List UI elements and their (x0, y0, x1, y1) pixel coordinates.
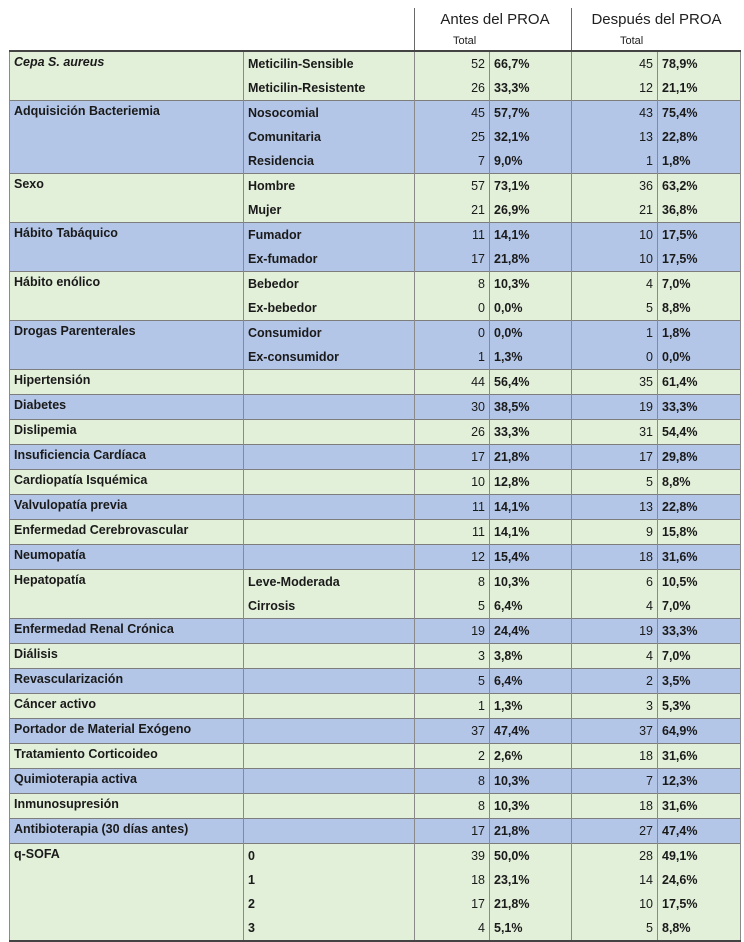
after-percent: 17,5% (658, 223, 741, 248)
after-percent: 1,8% (658, 321, 741, 346)
before-count: 25 (415, 125, 490, 149)
table-row (10, 916, 741, 941)
row-subcategory: Hombre (244, 174, 415, 199)
row-subcategory: Cirrosis (244, 594, 415, 619)
row-category: Portador de Material Exógeno (10, 719, 244, 744)
table-row (10, 198, 741, 223)
after-count: 18 (572, 744, 658, 769)
row-subcategory (244, 395, 415, 420)
after-percent: 49,1% (658, 844, 741, 869)
before-count: 44 (415, 370, 490, 395)
after-count: 7 (572, 769, 658, 794)
before-percent: 14,1% (490, 520, 572, 545)
table-row (10, 819, 741, 844)
table-row (10, 694, 741, 719)
row-subcategory: Leve-Moderada (244, 570, 415, 595)
before-count: 5 (415, 669, 490, 694)
table-row (10, 545, 741, 570)
before-count: 0 (415, 296, 490, 321)
row-category (10, 149, 244, 174)
row-category (10, 594, 244, 619)
table-row (10, 370, 741, 395)
before-count: 1 (415, 345, 490, 370)
after-percent: 17,5% (658, 247, 741, 272)
table-row (10, 769, 741, 794)
row-subcategory: 0 (244, 844, 415, 869)
row-subcategory (244, 744, 415, 769)
row-category: Cardiopatía Isquémica (10, 470, 244, 495)
row-subcategory: Bebedor (244, 272, 415, 297)
before-percent: 33,3% (490, 76, 572, 101)
table-row (10, 296, 741, 321)
before-count: 8 (415, 769, 490, 794)
before-percent: 50,0% (490, 844, 572, 869)
table-row (10, 470, 741, 495)
before-percent: 21,8% (490, 247, 572, 272)
table-row (10, 420, 741, 445)
table-row (10, 719, 741, 744)
before-percent: 66,7% (490, 51, 572, 76)
after-percent: 33,3% (658, 395, 741, 420)
before-count: 8 (415, 272, 490, 297)
row-subcategory: Nosocomial (244, 101, 415, 126)
before-percent: 9,0% (490, 149, 572, 174)
after-count: 10 (572, 223, 658, 248)
row-category: Inmunosupresión (10, 794, 244, 819)
row-category: Diabetes (10, 395, 244, 420)
table-row (10, 619, 741, 644)
table-row (10, 794, 741, 819)
before-count: 0 (415, 321, 490, 346)
before-percent: 14,1% (490, 223, 572, 248)
row-category: Neumopatía (10, 545, 244, 570)
table-row (10, 223, 741, 248)
after-percent: 54,4% (658, 420, 741, 445)
row-subcategory: Ex-bebedor (244, 296, 415, 321)
after-count: 5 (572, 296, 658, 321)
after-count: 1 (572, 321, 658, 346)
table-row (10, 644, 741, 669)
after-total-label: Total (620, 35, 644, 47)
row-category (10, 198, 244, 223)
row-subcategory: Mujer (244, 198, 415, 223)
before-percent: 32,1% (490, 125, 572, 149)
row-category: Quimioterapia activa (10, 769, 244, 794)
table-row (10, 744, 741, 769)
after-percent: 61,4% (658, 370, 741, 395)
table-row (10, 272, 741, 297)
row-subcategory: 3 (244, 916, 415, 941)
after-percent: 0,0% (658, 345, 741, 370)
table-row (10, 125, 741, 149)
patient-characteristics-table (9, 50, 741, 942)
after-percent: 47,4% (658, 819, 741, 844)
after-count: 45 (572, 51, 658, 76)
before-percent: 10,3% (490, 769, 572, 794)
row-category: Antibioterapia (30 días antes) (10, 819, 244, 844)
before-count: 52 (415, 51, 490, 76)
table-row (10, 247, 741, 272)
after-percent: 12,3% (658, 769, 741, 794)
after-count: 9 (572, 520, 658, 545)
row-subcategory: Comunitaria (244, 125, 415, 149)
before-percent: 57,7% (490, 101, 572, 126)
before-percent: 38,5% (490, 395, 572, 420)
after-percent: 3,5% (658, 669, 741, 694)
after-percent: 75,4% (658, 101, 741, 126)
before-count: 39 (415, 844, 490, 869)
table-row (10, 594, 741, 619)
before-count: 26 (415, 420, 490, 445)
table-row (10, 892, 741, 916)
row-subcategory: 2 (244, 892, 415, 916)
data-table-wrapper (9, 8, 740, 942)
before-percent: 47,4% (490, 719, 572, 744)
before-total-label: Total (453, 35, 477, 47)
before-percent: 26,9% (490, 198, 572, 223)
before-count: 10 (415, 470, 490, 495)
row-subcategory: Fumador (244, 223, 415, 248)
after-count: 36 (572, 174, 658, 199)
row-category (10, 247, 244, 272)
before-percent: 56,4% (490, 370, 572, 395)
after-percent: 78,9% (658, 51, 741, 76)
after-percent: 36,8% (658, 198, 741, 223)
row-category: Valvulopatía previa (10, 495, 244, 520)
row-category: Hepatopatía (10, 570, 244, 595)
row-subcategory (244, 669, 415, 694)
after-percent: 15,8% (658, 520, 741, 545)
before-count: 17 (415, 445, 490, 470)
after-percent: 7,0% (658, 644, 741, 669)
table-row (10, 520, 741, 545)
row-subcategory: Meticilin-Sensible (244, 51, 415, 76)
after-count: 4 (572, 272, 658, 297)
row-subcategory (244, 370, 415, 395)
row-category: Diálisis (10, 644, 244, 669)
before-percent: 33,3% (490, 420, 572, 445)
row-subcategory: Ex-consumidor (244, 345, 415, 370)
before-count: 7 (415, 149, 490, 174)
before-count: 8 (415, 794, 490, 819)
after-count: 1 (572, 149, 658, 174)
before-count: 17 (415, 247, 490, 272)
after-count: 4 (572, 644, 658, 669)
before-count: 8 (415, 570, 490, 595)
row-category: Enfermedad Cerebrovascular (10, 520, 244, 545)
after-count: 17 (572, 445, 658, 470)
row-category: Hábito enólico (10, 272, 244, 297)
after-percent: 22,8% (658, 495, 741, 520)
row-category: Cáncer activo (10, 694, 244, 719)
before-percent: 5,1% (490, 916, 572, 941)
before-count: 57 (415, 174, 490, 199)
after-count: 14 (572, 868, 658, 892)
row-subcategory (244, 445, 415, 470)
row-subcategory (244, 420, 415, 445)
before-percent: 12,8% (490, 470, 572, 495)
after-percent: 21,1% (658, 76, 741, 101)
before-percent: 3,8% (490, 644, 572, 669)
table-row (10, 868, 741, 892)
after-count: 35 (572, 370, 658, 395)
before-count: 5 (415, 594, 490, 619)
before-percent: 0,0% (490, 321, 572, 346)
after-percent: 29,8% (658, 445, 741, 470)
after-count: 3 (572, 694, 658, 719)
after-percent: 24,6% (658, 868, 741, 892)
table-row (10, 669, 741, 694)
before-count: 30 (415, 395, 490, 420)
before-count: 21 (415, 198, 490, 223)
after-count: 18 (572, 545, 658, 570)
after-percent: 8,8% (658, 296, 741, 321)
before-percent: 6,4% (490, 669, 572, 694)
after-percent: 7,0% (658, 272, 741, 297)
before-proa-title: Antes del PROA (440, 11, 550, 28)
after-proa-header (571, 8, 741, 50)
row-subcategory (244, 520, 415, 545)
before-proa-header (414, 8, 575, 50)
row-subcategory: Meticilin-Resistente (244, 76, 415, 101)
row-category: Hipertensión (10, 370, 244, 395)
after-count: 6 (572, 570, 658, 595)
row-category (10, 916, 244, 941)
before-count: 18 (415, 868, 490, 892)
before-percent: 73,1% (490, 174, 572, 199)
row-subcategory: Consumidor (244, 321, 415, 346)
after-count: 37 (572, 719, 658, 744)
after-count: 10 (572, 892, 658, 916)
after-percent: 1,8% (658, 149, 741, 174)
before-percent: 6,4% (490, 594, 572, 619)
before-percent: 15,4% (490, 545, 572, 570)
row-category: Revascularización (10, 669, 244, 694)
before-percent: 10,3% (490, 570, 572, 595)
table-row (10, 395, 741, 420)
after-count: 5 (572, 916, 658, 941)
before-count: 19 (415, 619, 490, 644)
row-category: Cepa S. aureus (10, 51, 244, 76)
row-category: Enfermedad Renal Crónica (10, 619, 244, 644)
after-percent: 63,2% (658, 174, 741, 199)
row-category: q-SOFA (10, 844, 244, 869)
before-count: 1 (415, 694, 490, 719)
before-count: 11 (415, 223, 490, 248)
before-percent: 2,6% (490, 744, 572, 769)
row-subcategory: 1 (244, 868, 415, 892)
table-row (10, 76, 741, 101)
before-count: 17 (415, 819, 490, 844)
after-count: 13 (572, 125, 658, 149)
after-percent: 7,0% (658, 594, 741, 619)
before-percent: 21,8% (490, 445, 572, 470)
table-row (10, 149, 741, 174)
after-count: 13 (572, 495, 658, 520)
after-percent: 17,5% (658, 892, 741, 916)
after-percent: 10,5% (658, 570, 741, 595)
before-percent: 23,1% (490, 868, 572, 892)
after-count: 0 (572, 345, 658, 370)
row-category: Hábito Tabáquico (10, 223, 244, 248)
before-count: 3 (415, 644, 490, 669)
table-row (10, 174, 741, 199)
row-category (10, 345, 244, 370)
before-count: 2 (415, 744, 490, 769)
before-percent: 14,1% (490, 495, 572, 520)
row-category (10, 296, 244, 321)
after-percent: 8,8% (658, 470, 741, 495)
before-count: 17 (415, 892, 490, 916)
before-percent: 21,8% (490, 819, 572, 844)
after-count: 28 (572, 844, 658, 869)
row-subcategory (244, 545, 415, 570)
row-category (10, 125, 244, 149)
row-category: Dislipemia (10, 420, 244, 445)
after-count: 10 (572, 247, 658, 272)
row-subcategory (244, 470, 415, 495)
row-subcategory (244, 495, 415, 520)
after-percent: 64,9% (658, 719, 741, 744)
row-category: Tratamiento Corticoideo (10, 744, 244, 769)
before-percent: 24,4% (490, 619, 572, 644)
table-row (10, 321, 741, 346)
table-row (10, 101, 741, 126)
after-percent: 22,8% (658, 125, 741, 149)
row-subcategory (244, 719, 415, 744)
table-header (9, 8, 740, 50)
table-row (10, 345, 741, 370)
before-percent: 21,8% (490, 892, 572, 916)
before-percent: 10,3% (490, 794, 572, 819)
row-category (10, 76, 244, 101)
row-category: Drogas Parenterales (10, 321, 244, 346)
row-subcategory (244, 769, 415, 794)
before-count: 11 (415, 495, 490, 520)
before-count: 12 (415, 545, 490, 570)
row-category (10, 892, 244, 916)
row-subcategory: Ex-fumador (244, 247, 415, 272)
after-percent: 31,6% (658, 545, 741, 570)
after-proa-title: Después del PROA (591, 11, 722, 28)
before-count: 11 (415, 520, 490, 545)
before-count: 4 (415, 916, 490, 941)
after-count: 4 (572, 594, 658, 619)
after-percent: 5,3% (658, 694, 741, 719)
table-row (10, 51, 741, 76)
table-row (10, 570, 741, 595)
row-subcategory (244, 794, 415, 819)
row-subcategory (244, 644, 415, 669)
row-subcategory (244, 694, 415, 719)
after-count: 21 (572, 198, 658, 223)
after-count: 18 (572, 794, 658, 819)
after-count: 31 (572, 420, 658, 445)
row-category: Insuficiencia Cardíaca (10, 445, 244, 470)
after-count: 19 (572, 619, 658, 644)
after-count: 27 (572, 819, 658, 844)
after-percent: 8,8% (658, 916, 741, 941)
row-category: Adquisición Bacteriemia (10, 101, 244, 126)
row-subcategory (244, 619, 415, 644)
before-count: 26 (415, 76, 490, 101)
table-row (10, 495, 741, 520)
after-count: 12 (572, 76, 658, 101)
after-count: 2 (572, 669, 658, 694)
after-percent: 31,6% (658, 744, 741, 769)
table-row (10, 445, 741, 470)
before-count: 45 (415, 101, 490, 126)
before-percent: 1,3% (490, 694, 572, 719)
before-percent: 0,0% (490, 296, 572, 321)
row-category (10, 868, 244, 892)
table-row (10, 844, 741, 869)
row-category: Sexo (10, 174, 244, 199)
before-percent: 1,3% (490, 345, 572, 370)
before-percent: 10,3% (490, 272, 572, 297)
after-count: 19 (572, 395, 658, 420)
row-subcategory (244, 819, 415, 844)
before-count: 37 (415, 719, 490, 744)
row-subcategory: Residencia (244, 149, 415, 174)
after-percent: 31,6% (658, 794, 741, 819)
after-count: 43 (572, 101, 658, 126)
after-count: 5 (572, 470, 658, 495)
after-percent: 33,3% (658, 619, 741, 644)
